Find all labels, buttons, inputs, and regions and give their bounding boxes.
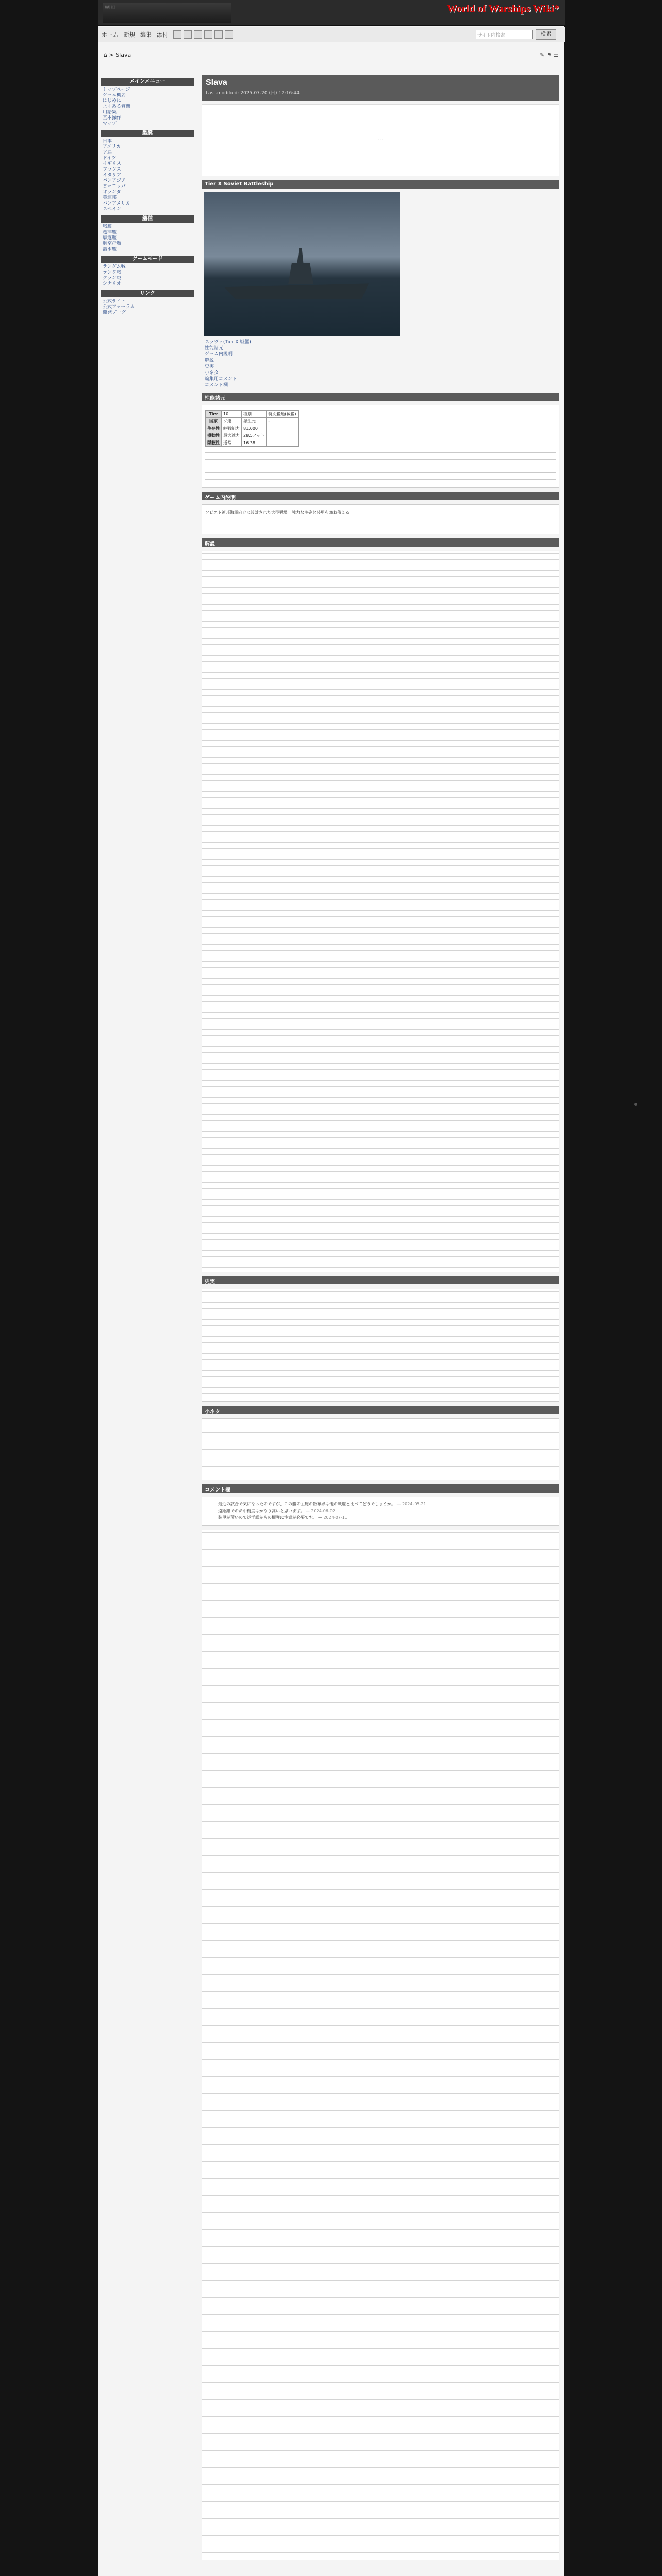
sidebar-link[interactable]: 日本 (103, 139, 112, 144)
spec-cell: 生存性 (206, 425, 222, 432)
spec-cell: - (267, 418, 298, 425)
sidebar-link[interactable]: 英連邦 (103, 195, 117, 200)
spec-cell: 特別艦艇(戦艦) (267, 411, 298, 418)
sidebar-link[interactable]: はじめに (103, 98, 122, 104)
breadcrumb-current[interactable]: Slava (115, 52, 131, 58)
site-title[interactable]: World of Warships Wiki* (446, 3, 559, 14)
toc-link[interactable]: ゲーム内説明 (205, 352, 233, 357)
page-title: Slava (206, 78, 227, 87)
intro-text: ソビエト連邦海軍向けに設計された大型戦艦。強力な主砲と装甲を兼ね備える。 (205, 510, 354, 515)
comment-date: 2024-06-02 (311, 1509, 335, 1513)
sidebar-link[interactable]: 戦艦 (103, 224, 112, 229)
comments-more (202, 1530, 559, 2560)
toolbar-icon[interactable] (214, 30, 223, 39)
sidebar-link[interactable]: マップ (103, 121, 117, 126)
sidebar-link[interactable]: 航空母艦 (103, 241, 122, 246)
toc-link[interactable]: 小ネタ (205, 370, 219, 376)
toc-link[interactable]: スラヴァ(Tier X 戦艦) (205, 340, 251, 345)
spec-box (202, 405, 559, 488)
section-comments-header: コメント欄 (202, 1484, 559, 1493)
comment-text: 遠距離での命中精度はかなり高いと思います。 (218, 1509, 305, 1513)
toc-link[interactable]: 編集用コメント (205, 377, 238, 382)
sidebar-link[interactable]: シナリオ (103, 281, 121, 286)
comment-date: 2024-05-21 (402, 1502, 426, 1506)
breadcrumb: ⌂ > Slava (104, 52, 131, 58)
sidebar-link[interactable]: オランダ (103, 190, 121, 195)
page-tools[interactable]: ✎ ⚑ ☰ (540, 52, 558, 58)
spec-cell: 16.38 (242, 439, 267, 447)
toc-link[interactable]: 解説 (205, 358, 214, 363)
sidebar-link[interactable]: 駆逐艦 (103, 235, 117, 241)
comments-box (202, 1497, 559, 1526)
comment-text: 最近の試合で気になったのですが、この艦の主砲の散布界は他の戦艦と比べてどうでしょうか。 (218, 1502, 395, 1506)
section-notes-header: 史実 (202, 1276, 559, 1284)
toolbar-icon[interactable] (194, 30, 202, 39)
page-title-bar (202, 75, 559, 101)
site-logo[interactable]: WIKI (103, 3, 231, 23)
intro-box (202, 504, 559, 534)
sidebar-link[interactable]: フランス (103, 167, 121, 172)
comment: 最近の試合で気になったのですが、この艦の主砲の散布界は他の戦艦と比べてどうでしょうか。 — 2024-05-21 (216, 1502, 556, 1507)
sidebar-link[interactable]: パンアジア (103, 178, 126, 183)
toolbar-icon[interactable] (173, 30, 181, 39)
sidebar-heading: 艦種 (101, 215, 194, 223)
spec-cell: 81,000 (242, 425, 267, 432)
sidebar-link[interactable]: トップページ (103, 87, 130, 92)
spec-cell: 国家 (206, 418, 222, 425)
menu-attach[interactable]: 添付 (157, 31, 168, 38)
section-info-header: 解説 (202, 538, 559, 547)
section-specs-header: 性能諸元 (202, 393, 559, 401)
spec-cell: Tier (206, 411, 222, 418)
toolbar-icon[interactable] (184, 30, 192, 39)
menu-home[interactable]: ホーム (102, 31, 119, 38)
table-of-contents (205, 339, 559, 388)
scroll-marker (634, 1103, 637, 1106)
ad-box: ··· (202, 104, 559, 176)
section-trivia-header: 小ネタ (202, 1406, 559, 1414)
spec-cell: 種別 (242, 411, 267, 418)
notes-box (202, 1289, 559, 1402)
sidebar-link[interactable]: ゲーム概要 (103, 93, 126, 98)
spec-cell: 隠蔽性 (206, 439, 222, 447)
sidebar-link[interactable]: よくある質問 (103, 104, 131, 109)
page-frame (98, 0, 564, 2576)
spec-cell (267, 439, 298, 447)
spec-cell (267, 432, 298, 439)
section-intro-header: ゲーム内説明 (202, 492, 559, 500)
toc-link[interactable]: 性能諸元 (205, 346, 224, 351)
sidebar-link[interactable]: 巡洋艦 (103, 230, 117, 235)
sidebar-heading: メインメニュー (101, 78, 194, 86)
trivia-box (202, 1418, 559, 1480)
sidebar-link[interactable]: ランク戦 (103, 270, 121, 275)
spec-cell: 最大速力 (222, 432, 242, 439)
toolbar-icon[interactable] (225, 30, 233, 39)
sidebar-heading: 艦艇 (101, 130, 194, 137)
menu-edit[interactable]: 編集 (140, 31, 152, 38)
sidebar-link[interactable]: 潜水艦 (103, 247, 117, 252)
sidebar-link[interactable]: イギリス (103, 161, 121, 166)
sidebar-heading: リンク (101, 290, 194, 297)
sidebar-link[interactable]: アメリカ (103, 144, 121, 149)
sidebar-link[interactable]: クラン戦 (103, 276, 122, 281)
sidebar (101, 75, 194, 316)
toolbar-icon[interactable] (204, 30, 212, 39)
spec-cell: 継戦能力 (222, 425, 242, 432)
last-modified: Last-modified: 2025-07-20 (日) 12:16:44 (206, 91, 300, 96)
toc-link[interactable]: コメント欄 (205, 383, 228, 388)
spec-cell: 10 (222, 411, 242, 418)
search-input[interactable]: サイト内検索 (476, 30, 533, 39)
sidebar-link[interactable]: 開発ブログ (103, 310, 126, 315)
spec-table (205, 410, 299, 447)
sidebar-link[interactable]: 公式サイト (103, 299, 126, 304)
toc-link[interactable]: 史実 (205, 364, 214, 369)
sidebar-link[interactable]: パンアメリカ (103, 201, 130, 206)
menu-new[interactable]: 新規 (124, 31, 135, 38)
sidebar-link[interactable]: ヨーロッパ (103, 184, 126, 189)
sidebar-link[interactable]: 用語集 (103, 110, 117, 115)
spec-cell: 28.5ノット (242, 432, 267, 439)
comment-text: 装甲が薄いので巡洋艦からの榴弾に注意が必要です。 (218, 1515, 317, 1520)
sidebar-link[interactable]: ランダム戦 (103, 264, 126, 269)
info-box (202, 551, 559, 1272)
comment: 装甲が薄いので巡洋艦からの榴弾に注意が必要です。 — 2024-07-11 (216, 1515, 556, 1520)
comment: 遠距離での命中精度はかなり高いと思います。 — 2024-06-02 (216, 1509, 556, 1514)
spec-cell: 派生元 (242, 418, 267, 425)
sidebar-link[interactable]: 基本操作 (103, 115, 122, 121)
comment-date: 2024-07-11 (323, 1515, 347, 1520)
main-content (202, 75, 559, 2560)
search-button[interactable]: 検索 (536, 29, 556, 40)
spec-cell: 機動性 (206, 432, 222, 439)
header (98, 0, 565, 26)
section-image-header: Tier X Soviet Battleship (202, 180, 559, 189)
sidebar-heading: ゲームモード (101, 256, 194, 263)
spec-cell: 通常 (222, 439, 242, 447)
sidebar-link[interactable]: ドイツ (103, 156, 117, 161)
spec-cell: ソ連 (222, 418, 242, 425)
sidebar-link[interactable]: イタリア (103, 173, 122, 178)
sidebar-link[interactable]: 公式フォーラム (103, 304, 135, 310)
sidebar-link[interactable]: スペイン (103, 207, 122, 212)
sidebar-link[interactable]: ソ連 (103, 150, 112, 155)
ship-image (204, 192, 400, 336)
spec-cell (267, 425, 298, 432)
